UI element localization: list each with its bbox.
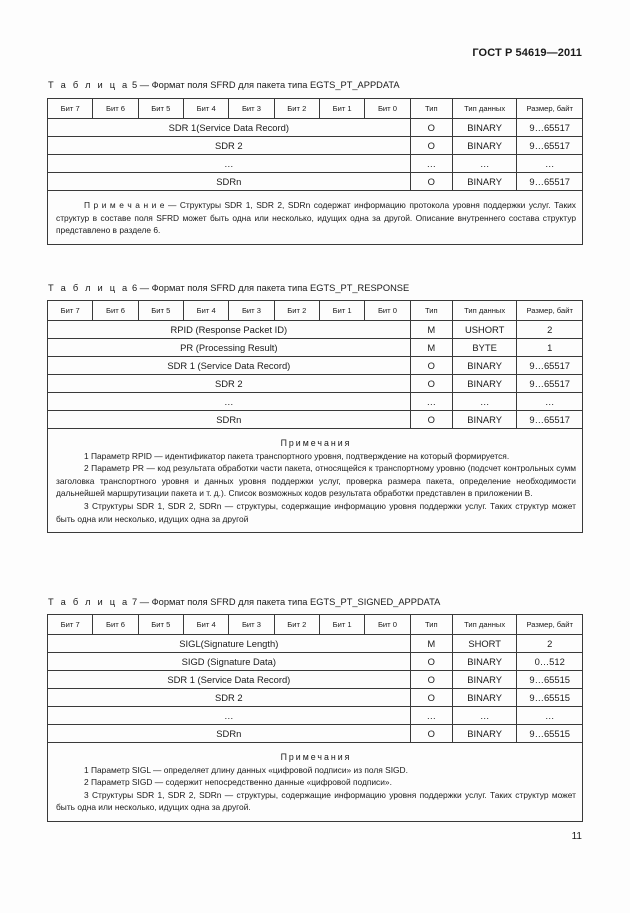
table-row [48,411,583,429]
type-cell: … [410,155,452,173]
type-cell: O [410,689,452,707]
caption-text: 7 — Формат поля SFRD для пакета типа EGTS_PT_SIGNED_APPDATA [131,597,441,607]
note-item: 2 Параметр PR — код результата обработки части пакета, относящейся к транспортному уровню (подсчет контрольных сумм заголовка транспортного уровня и данных уровня поддержки услуг, проверка размера пакета, определение необходимости дальнейшей маршрутизации пакета и т. д.). Список возможных кодов результата обработки представлен в приложении В. [56,463,576,499]
table-row [48,635,583,653]
type-cell: O [410,137,452,155]
field-cell: RPID (Response Packet ID) [48,321,411,339]
bit-header: Бит 0 [365,301,410,321]
type-cell: M [410,321,452,339]
note-cell [48,191,583,245]
bit-header: Бит 0 [365,615,410,635]
notes-title: Примечания [280,438,352,448]
size-cell: 9…65517 [517,357,583,375]
size-cell: 0…512 [517,653,583,671]
field-cell: … [48,393,411,411]
data-type-cell: BINARY [452,137,516,155]
table-row [48,689,583,707]
data-type-cell: BYTE [452,339,516,357]
data-type-header: Тип данных [452,301,516,321]
caption-prefix: Т а б л и ц а [48,80,130,90]
field-cell: SDR 2 [48,375,411,393]
data-type-cell: BINARY [452,671,516,689]
bit-header: Бит 5 [138,99,183,119]
note-text: П р и м е ч а н и е — Структуры SDR 1, SDR 2, SDRn содержат информацию протокола уровня поддержки услуг. Таких структур в составе поля SFRD может быть одна или несколько, идущих одна за другой. Описание внутреннего состава структур представлено в разделе 6. [56,200,576,236]
table-row [48,155,583,173]
field-cell: SDR 2 [48,137,411,155]
size-cell: 9…65517 [517,411,583,429]
bit-header: Бит 4 [183,615,228,635]
type-cell: O [410,411,452,429]
bit-header: Бит 7 [48,99,93,119]
type-cell: M [410,339,452,357]
note-row [48,191,583,245]
table-row [48,375,583,393]
bit-header: Бит 3 [229,615,274,635]
field-cell: SDR 2 [48,689,411,707]
type-header: Тип [410,301,452,321]
size-header: Размер, байт [517,615,583,635]
table-row [48,137,583,155]
table-6 [47,300,583,533]
note-item: 3 Структуры SDR 1, SDR 2, SDRn — структуры, содержащие информацию уровня поддержки услуг. Таких структур может быть одна или несколько, идущих одна за другой. [56,789,576,813]
data-type-cell: … [452,155,516,173]
table-6-body [48,301,583,533]
size-cell: 9…65517 [517,137,583,155]
data-type-cell: SHORT [452,635,516,653]
bit-header: Бит 0 [365,99,410,119]
data-type-cell: BINARY [452,653,516,671]
type-header: Тип [410,615,452,635]
notes-title: Примечания [280,752,352,762]
field-cell: … [48,707,411,725]
bit-header: Бит 1 [319,99,364,119]
note-item: 3 Структуры SDR 1, SDR 2, SDRn — структуры, содержащие информацию уровня поддержки услуг. Таких структур может быть одна или несколько, идущих одна за другой [56,500,576,524]
bit-header: Бит 4 [183,301,228,321]
table-row [48,671,583,689]
field-cell: SDR 1 (Service Data Record) [48,671,411,689]
data-type-cell: BINARY [452,725,516,743]
data-type-cell: … [452,393,516,411]
caption-prefix: Т а б л и ц а [48,283,130,293]
table-row [48,339,583,357]
field-cell: SDR 1 (Service Data Record) [48,357,411,375]
field-cell: SIGD (Signature Data) [48,653,411,671]
note-cell [48,429,583,533]
data-type-cell: … [452,707,516,725]
table-row [48,653,583,671]
field-cell: SDRn [48,173,411,191]
note-row [48,743,583,822]
bit-header: Бит 6 [93,99,138,119]
bit-header: Бит 1 [319,615,364,635]
bit-header: Бит 2 [274,301,319,321]
bit-header: Бит 2 [274,615,319,635]
header-row [48,615,583,635]
field-cell: SDRn [48,411,411,429]
note-cell [48,743,583,822]
bit-header: Бит 3 [229,99,274,119]
size-cell: 9…65515 [517,689,583,707]
table-5 [47,98,583,245]
table-5-body [48,99,583,245]
header-row [48,301,583,321]
data-type-cell: BINARY [452,357,516,375]
field-cell: SDRn [48,725,411,743]
type-cell: O [410,119,452,137]
field-cell: PR (Processing Result) [48,339,411,357]
size-cell: 2 [517,635,583,653]
type-cell: O [410,173,452,191]
field-cell: SDR 1(Service Data Record) [48,119,411,137]
size-cell: 9…65517 [517,119,583,137]
data-type-cell: BINARY [452,411,516,429]
table-row [48,173,583,191]
note-row [48,429,583,533]
type-cell: M [410,635,452,653]
field-cell: … [48,155,411,173]
bit-header: Бит 3 [229,301,274,321]
size-cell: … [517,155,583,173]
caption-text: 5 — Формат поля SFRD для пакета типа EGTS_PT_APPDATA [131,80,400,90]
table-row [48,707,583,725]
type-cell: O [410,357,452,375]
type-cell: … [410,393,452,411]
note-item: 1 Параметр SIGL — определяет длину данных «цифровой подписи» из поля SIGD. [84,764,408,775]
size-cell: … [517,393,583,411]
size-cell: … [517,707,583,725]
table-row [48,357,583,375]
size-cell: 9…65515 [517,671,583,689]
table-7-body [48,615,583,822]
size-header: Размер, байт [517,99,583,119]
field-cell: SIGL(Signature Length) [48,635,411,653]
bit-header: Бит 5 [138,615,183,635]
table-5-caption [48,80,400,90]
data-type-cell: BINARY [452,173,516,191]
bit-header: Бит 2 [274,99,319,119]
bit-header: Бит 7 [48,615,93,635]
table-row [48,725,583,743]
data-type-cell: BINARY [452,375,516,393]
size-header: Размер, байт [517,301,583,321]
bit-header: Бит 5 [138,301,183,321]
table-6-caption [48,283,409,293]
header-row [48,99,583,119]
type-cell: O [410,671,452,689]
bit-header: Бит 6 [93,301,138,321]
page-number: 11 [571,831,582,842]
table-row [48,321,583,339]
bit-header: Бит 7 [48,301,93,321]
standard-number: ГОСТ Р 54619—2011 [472,47,582,59]
table-row [48,119,583,137]
note-item: 1 Параметр RPID — идентификатор пакета транспортного уровня, подтверждение на который формируется. [84,450,510,461]
size-cell: 1 [517,339,583,357]
size-cell: 9…65517 [517,173,583,191]
table-7-caption [48,597,440,607]
type-cell: O [410,653,452,671]
bit-header: Бит 4 [183,99,228,119]
type-cell: O [410,375,452,393]
bit-header: Бит 6 [93,615,138,635]
table-7 [47,614,583,822]
type-cell: … [410,707,452,725]
size-cell: 9…65517 [517,375,583,393]
note-item: 2 Параметр SIGD — содержит непосредственно данные «цифровой подписи». [84,777,392,788]
caption-prefix: Т а б л и ц а [48,597,130,607]
data-type-cell: BINARY [452,689,516,707]
bit-header: Бит 1 [319,301,364,321]
data-type-cell: BINARY [452,119,516,137]
data-type-cell: USHORT [452,321,516,339]
size-cell: 9…65515 [517,725,583,743]
size-cell: 2 [517,321,583,339]
caption-text: 6 — Формат поля SFRD для пакета типа EGTS_PT_RESPONSE [131,283,410,293]
table-row [48,393,583,411]
data-type-header: Тип данных [452,615,516,635]
type-header: Тип [410,99,452,119]
type-cell: O [410,725,452,743]
data-type-header: Тип данных [452,99,516,119]
